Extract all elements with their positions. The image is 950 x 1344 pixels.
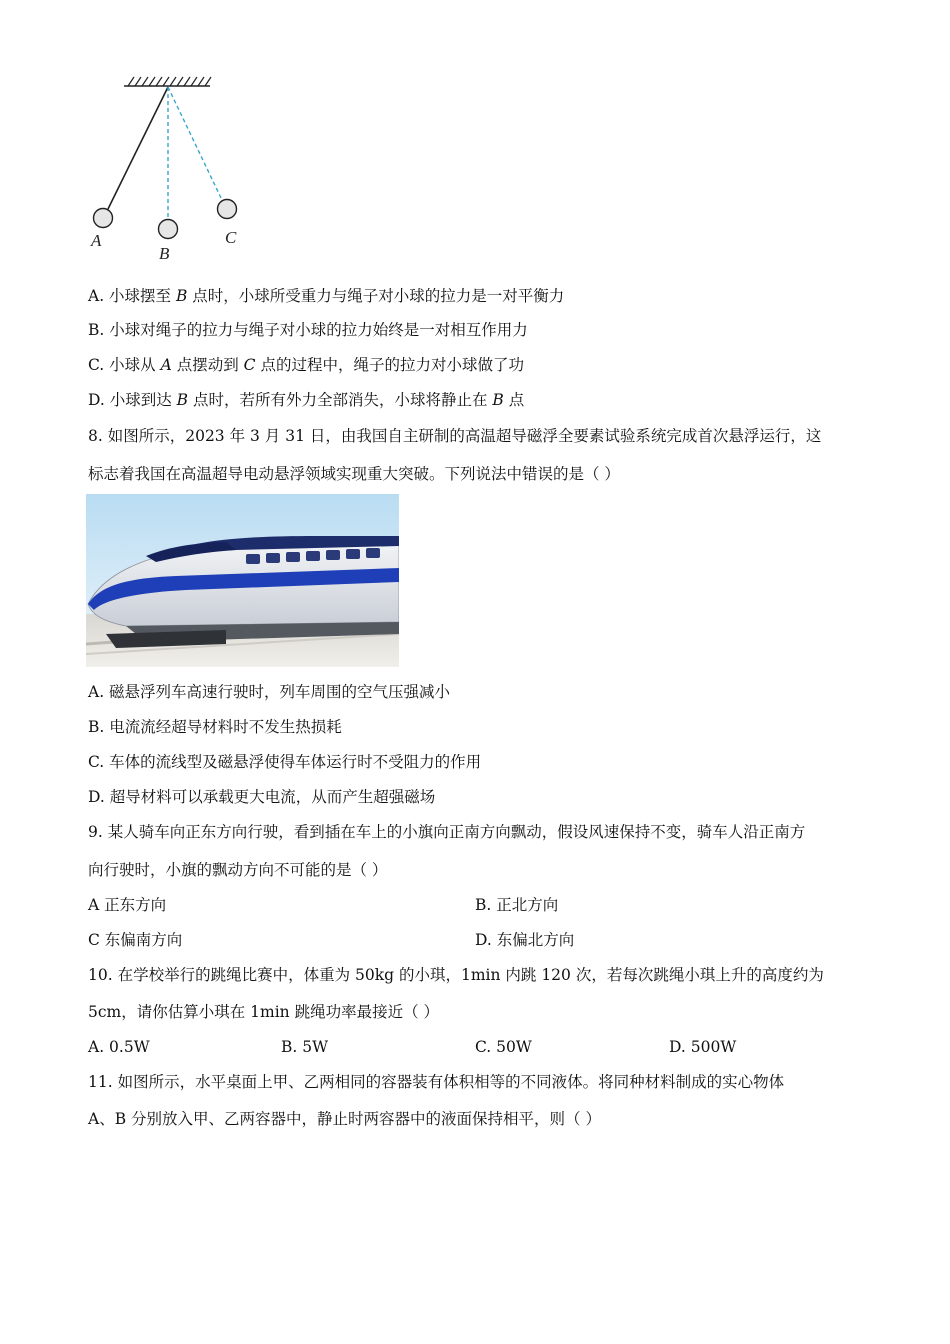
q11-stem-line-1: 11. 如图所示，水平桌面上甲、乙两相同的容器装有体积相等的不同液体。将同种材料制成的实心物体 <box>88 1073 785 1091</box>
q9-option-b: B. 正北方向 <box>475 896 559 914</box>
q8-option-a: A. 磁悬浮列车高速行驶时，列车周围的空气压强减小 <box>88 683 451 701</box>
q7-option-d <box>88 390 524 410</box>
ball-b <box>159 220 178 239</box>
q7-option-b <box>88 320 528 340</box>
q7-option-c-text-1: C. 小球从 <box>88 356 161 374</box>
q7-option-c-var-1: A <box>160 356 172 374</box>
q11-stem-line-2: A、B 分别放入甲、乙两容器中，静止时两容器中的液面保持相平，则（ ） <box>88 1110 601 1128</box>
q8-stem-line-2: 标志着我国在高温超导电动悬浮领域实现重大突破。下列说法中错误的是（ ） <box>88 465 620 483</box>
q7-option-a <box>88 286 564 306</box>
q7-option-c-text-3: 点的过程中，绳子的拉力对小球做了功 <box>255 356 524 374</box>
q10-stem-line-1: 10. 在学校举行的跳绳比赛中，体重为 50kg 的小琪，1min 内跳 120 次，若每次跳绳小琪上升的高度约为 <box>88 966 824 984</box>
q9-option-a: A 正东方向 <box>88 896 167 914</box>
q8-option-b: B. 电流流经超导材料时不发生热损耗 <box>88 718 342 736</box>
q7-option-c-text-2: 点摆动到 <box>171 356 244 374</box>
q7-option-a-var: B <box>175 287 188 305</box>
q9-option-c: C 东偏南方向 <box>88 931 183 949</box>
ball-c <box>218 200 237 219</box>
q7-option-d-text-1: D. 小球到达 <box>88 391 177 409</box>
maglev-train-photo <box>86 494 399 667</box>
q7-option-d-var-1: B <box>176 391 189 409</box>
ball-a <box>94 209 113 228</box>
q7-option-a-text-2: 点时，小球所受重力与绳子对小球的拉力是一对平衡力 <box>187 287 565 305</box>
label-b: B <box>159 244 170 263</box>
q9-option-d: D. 东偏北方向 <box>475 931 575 949</box>
q8-stem-line-1: 8. 如图所示，2023 年 3 月 31 日，由我国自主研制的高温超导磁浮全要素试验系统完成首次悬浮运行，这 <box>88 427 822 445</box>
q10-option-a: A. 0.5W <box>88 1038 150 1056</box>
pendulum-diagram <box>80 66 260 266</box>
label-a: A <box>91 231 102 250</box>
q7-option-d-text-3: 点 <box>503 391 525 409</box>
q7-option-d-var-2: B <box>492 391 504 409</box>
q7-option-b-text: B. 小球对绳子的拉力与绳子对小球的拉力始终是一对相互作用力 <box>88 321 528 339</box>
rope-a <box>108 87 168 209</box>
q10-option-d: D. 500W <box>669 1038 737 1056</box>
q8-option-c: C. 车体的流线型及磁悬浮使得车体运行时不受阻力的作用 <box>88 753 482 771</box>
q9-stem-line-1: 9. 某人骑车向正东方向行驶，看到插在车上的小旗向正南方向飘动，假设风速保持不变，骑车人沿正南方 <box>88 823 806 841</box>
q9-stem-line-2: 向行驶时，小旗的飘动方向不可能的是（ ） <box>88 861 388 879</box>
q10-option-c: C. 50W <box>475 1038 532 1056</box>
label-c: C <box>225 228 237 247</box>
rope-c <box>168 87 222 200</box>
q7-option-c-var-2: C <box>243 356 256 374</box>
q8-option-d: D. 超导材料可以承载更大电流，从而产生超强磁场 <box>88 788 436 806</box>
q7-option-c <box>88 355 524 375</box>
q10-stem-line-2: 5cm，请你估算小琪在 1min 跳绳功率最接近（ ） <box>88 1003 440 1021</box>
q7-option-a-text-1: A. 小球摆至 <box>88 287 176 305</box>
q10-option-b: B. 5W <box>281 1038 329 1056</box>
q7-option-d-text-2: 点时，若所有外力全部消失，小球将静止在 <box>188 391 493 409</box>
